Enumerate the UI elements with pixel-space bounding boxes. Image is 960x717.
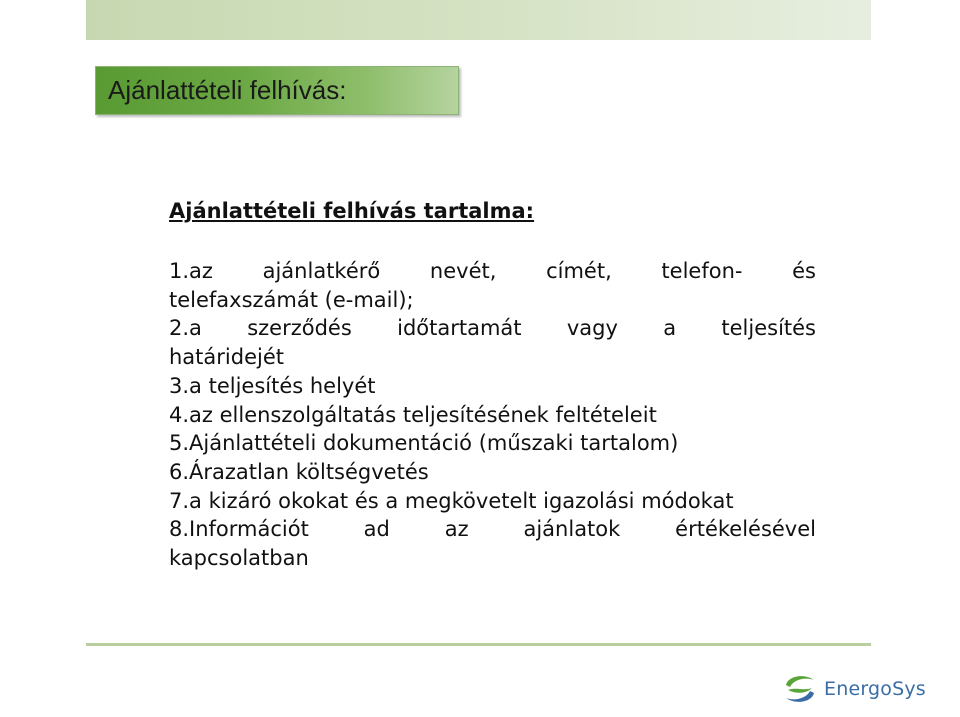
list-item-8-line2: kapcsolatban [169, 546, 309, 571]
list-item-3-line1: 3.a teljesítés helyét [169, 373, 376, 398]
bottom-divider [86, 643, 871, 646]
list-item-1 [169, 257, 816, 286]
slide-title-box [95, 66, 459, 115]
list-item-4 [169, 401, 816, 430]
list-item-4-line1: 4.az ellenszolgáltatás teljesítésének feltételeit [169, 402, 657, 427]
list-item-8-cont [169, 544, 816, 573]
list-item-7 [169, 487, 816, 516]
list-item-2-line1: 2.a szerződés időtartamát vagy a teljesítés [169, 316, 816, 341]
list-item-7-line1: 7.a kizáró okokat és a megkövetelt igazolási módokat [169, 488, 734, 513]
list-item-1-line2: telefaxszámát (e-mail); [169, 287, 414, 312]
list-item-5-line1: 5.Ajánlattételi dokumentáció (műszaki tartalom) [169, 431, 679, 456]
top-decorative-band [86, 0, 871, 40]
list-item-6 [169, 458, 816, 487]
slide-title: Ajánlattételi felhívás: [108, 75, 347, 105]
list-item-2-cont [169, 343, 816, 372]
list-item-8 [169, 515, 816, 544]
energosys-logo [782, 668, 942, 710]
list-item-8-line1: 8.Információt ad az ajánlatok értékelésével [169, 517, 816, 542]
list-item-5 [169, 429, 816, 458]
list-item-6-line1: 6.Árazatlan költségvetés [169, 459, 429, 484]
section-heading: Ajánlattételi felhívás tartalma: [169, 199, 535, 223]
list-item-1-cont [169, 286, 816, 315]
list-item-3 [169, 372, 816, 401]
logo-text: EnergoSys [824, 678, 926, 700]
list-item-1-line1: 1.az ajánlatkérő nevét, címét, telefon- és [169, 259, 816, 283]
list-item-2-line2: határidejét [169, 345, 284, 370]
energosys-logo-icon [782, 671, 818, 707]
list-item-2 [169, 314, 816, 343]
slide-content [169, 197, 816, 573]
